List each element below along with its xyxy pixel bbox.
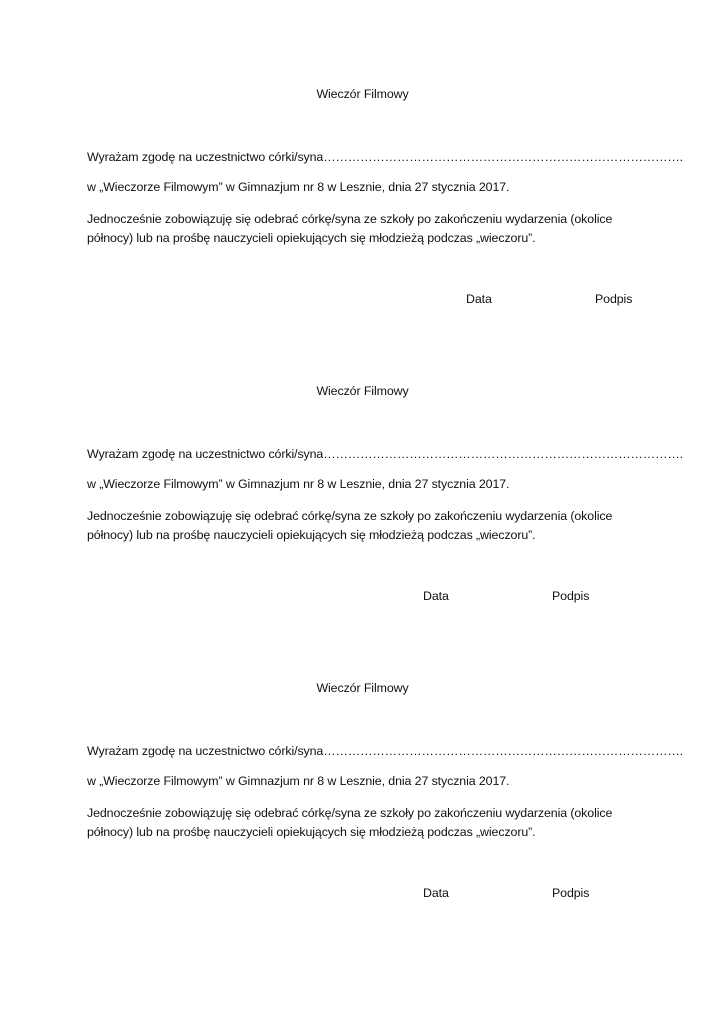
event-line: w „Wieczorze Filmowym” w Gimnazjum nr 8 w Lesznie, dnia 27 stycznia 2017. (87, 477, 510, 491)
consent-form-2 (0, 297, 725, 603)
pickup-line-1: Jednocześnie zobowiązuję się odebrać córkę/syna ze szkoły po zakończeniu wydarzenia (okolice (87, 509, 613, 523)
pickup-line-2: północy) lub na prośbę nauczycieli opiekujących się młodzieżą podczas „wieczoru”. (87, 231, 536, 245)
date-label: Data (466, 292, 492, 306)
pickup-line-2: północy) lub na prośbę nauczycieli opiekujących się młodzieżą podczas „wieczoru”. (87, 825, 536, 839)
date-label: Data (423, 589, 449, 603)
pickup-paragraph (87, 507, 647, 545)
consent-line: Wyrażam zgodę na uczestnictwo córki/syna……………………………………………………………………………. (87, 447, 683, 461)
event-line: w „Wieczorze Filmowym” w Gimnazjum nr 8 w Lesznie, dnia 27 stycznia 2017. (87, 774, 510, 788)
signature-label: Podpis (552, 886, 590, 900)
signature-label: Podpis (595, 292, 633, 306)
form-title: Wieczór Filmowy (316, 681, 409, 695)
pickup-paragraph (87, 804, 647, 842)
event-line: w „Wieczorze Filmowym” w Gimnazjum nr 8 w Lesznie, dnia 27 stycznia 2017. (87, 180, 510, 194)
pickup-line-1: Jednocześnie zobowiązuję się odebrać córkę/syna ze szkoły po zakończeniu wydarzenia (okolice (87, 212, 613, 226)
consent-form-3 (0, 594, 725, 900)
form-title: Wieczór Filmowy (316, 87, 409, 101)
pickup-paragraph (87, 210, 647, 248)
consent-line: Wyrażam zgodę na uczestnictwo córki/syna……………………………………………………………………………. (87, 744, 683, 758)
pickup-line-1: Jednocześnie zobowiązuję się odebrać córkę/syna ze szkoły po zakończeniu wydarzenia (okolice (87, 806, 613, 820)
signature-label: Podpis (552, 589, 590, 603)
date-label: Data (423, 886, 449, 900)
pickup-line-2: północy) lub na prośbę nauczycieli opiekujących się młodzieżą podczas „wieczoru”. (87, 528, 536, 542)
consent-line: Wyrażam zgodę na uczestnictwo córki/syna……………………………………………………………………………. (87, 150, 683, 164)
consent-form-1 (0, 0, 725, 306)
form-title: Wieczór Filmowy (316, 384, 409, 398)
